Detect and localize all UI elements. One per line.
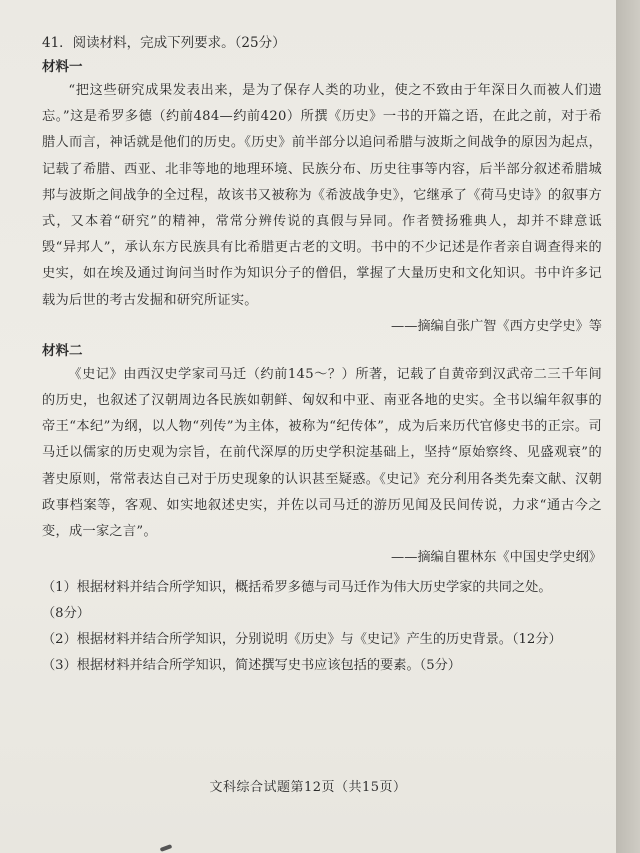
material-2-text: 《史记》由西汉史学家司马迁（约前145～？）所著，记载了自黄帝到汉武帝二三千年间的历史，也叙述了汉朝周边各民族如朝鲜、匈奴和中亚、南亚各地的史实。全书以编年叙事的帝王“本纪”为纲，以人物“列传”为主体，被称为“纪传体”，成为后来历代官修史书的正宗。司马迁以儒家的历史观为宗旨，在前代深厚的历史学积淀基础上，坚持“原始察终、见盛观衰”的著史原则，常常表达自己对于历史现象的认识甚至疑惑。《史记》充分利用各类先秦文献、汉朝政事档案等，客观、如实地叙述史实，并佐以司马迁的游历见闻及民间传说，力求“通古今之变，成一家之言”。 [42,366,602,540]
sub-question-3-text: （3）根据材料并结合所学知识，简述撰写史书应该包括的要素。（5分） [42,658,461,674]
material-2-label: 材料二 [42,342,83,359]
sub-question-1 [42,575,602,627]
material-1-text: “把这些研究成果发表出来，是为了保存人类的功业，使之不致由于年深日久而被人们遗忘。”这是希罗多德（约前484—约前420）所撰《历史》一书的开篇之语，在此之前，对于希腊人而言，神话就是他们的历史。《历史》前半部分以追问希腊与波斯之间战争的原因为起点，记载了希腊、西亚、北非等地的地理环境、民族分布、历史往事等内容，后半部分叙述希腊城邦与波斯之间战争的全过程，故该书又被称为《希波战争史》，它继承了《荷马史诗》的叙事方式，又本着“研究”的精神，常常分辨传说的真假与异同。作者赞扬雅典人，却并不肆意诋毁“异邦人”，承认东方民族具有比希腊更古老的文明。书中的不少记述是作者亲自调查得来的史实，如在埃及通过询问当时作为知识分子的僧侣，掌握了大量历史和文化知识。书中许多记载为后世的考古发掘和研究所证实。 [42,83,602,308]
question-content [42,32,602,679]
sub-questions [42,575,602,679]
scan-speck [160,844,173,852]
sub-question-1-points: （8分） [42,606,90,622]
question-header: 41．阅读材料，完成下列要求。（25分） [42,35,286,51]
material-1-source: ——摘编自张广智《西方史学史》等 [391,318,602,334]
sub-question-3 [42,653,602,679]
paper-stack-edge [616,0,640,853]
page-footer: 文科综合试题第12页（共15页） [209,780,407,795]
sub-question-1-text: （1）根据材料并结合所学知识，概括希罗多德与司马迁作为伟大历史学家的共同之处。 [42,580,552,596]
material-2-source: ——摘编自瞿林东《中国史学史纲》 [391,550,602,566]
material-1-label: 材料一 [42,59,83,75]
sub-question-2 [42,627,602,653]
sub-question-2-text: （2）根据材料并结合所学知识，分别说明《历史》与《史记》产生的历史背景。（12分） [42,632,562,648]
